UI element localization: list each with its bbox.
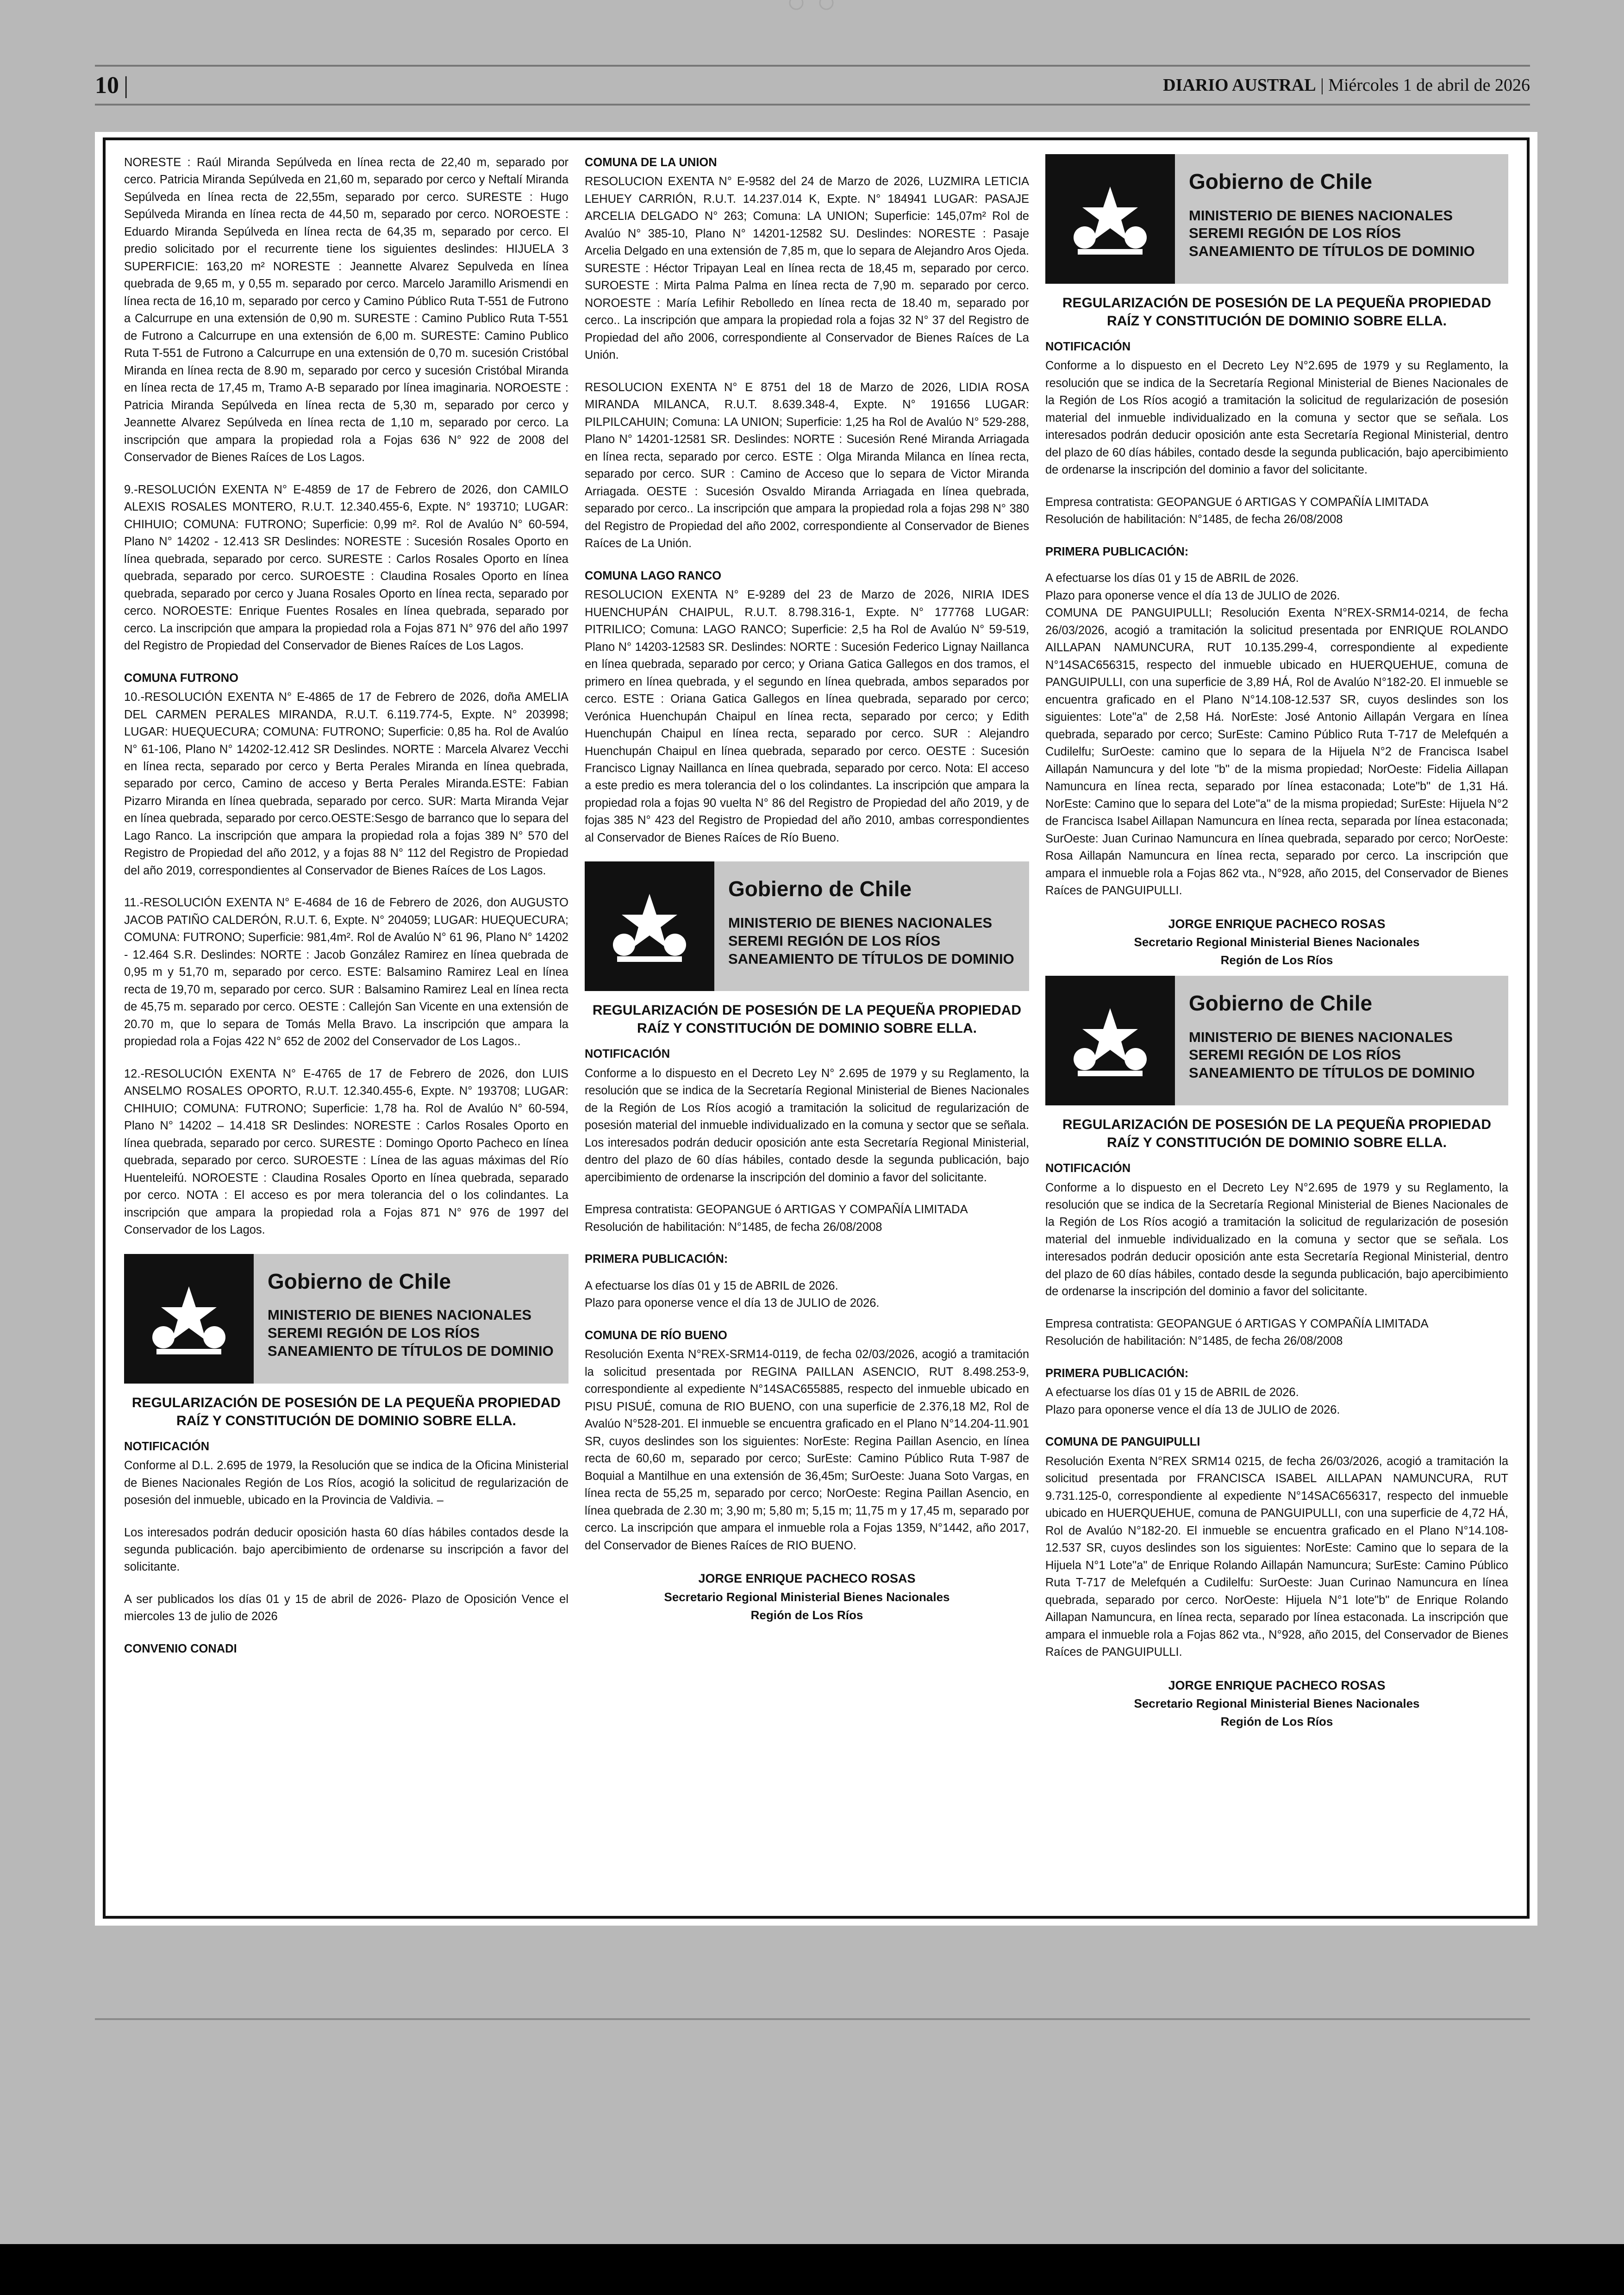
gov-ministry: MINISTERIO DE BIENES NACIONALES <box>728 915 993 931</box>
column-2 <box>585 154 1029 1902</box>
gov-banner <box>1045 976 1508 1105</box>
signer-region: Región de Los Ríos <box>750 1608 863 1622</box>
contractor: Empresa contratista: GEOPANGUE ó ARTIGAS Y COMPAÑÍA LIMITADA <box>1045 495 1429 509</box>
signer-region: Región de Los Ríos <box>1220 953 1333 967</box>
paragraph: 11.-RESOLUCIÓN EXENTA N° E-4684 de 16 de Febrero de 2026, don AUGUSTO JACOB PATIÑO CALDERÓN, R.U.T. 6, Expte. N° 204059; LUGAR: HUEQUECURA; COMUNA: FUTRONO; Superficie: 981,4m². Rol de Avalúo N° 61 96, Plano N° 14202 - 12.464 S.R. Deslindes: NORTE : Jacob González Ramirez en línea quebrada de 0,95 m y 51,70 m, separado por cerco. ESTE: Balsamino Ramirez Leal en línea recta de 19,70 m, separado por cerco. SUR : Balsamino Ramirez Leal en línea recta de 45,75 m. separado por cerco. OESTE : Callejón San Vicente en una extensión de 20.70 m, que lo separa de Tomás Mella Bravo. La inscripción que ampara la propiedad rola a Fojas 422 N° 652 de 2002 del Conservador de Los Lagos.. <box>124 896 568 1048</box>
gov-title: Gobierno de Chile <box>728 877 912 901</box>
opposition-deadline: Plazo para oponerse vence el día 13 de JULIO de 2026. <box>1045 589 1340 602</box>
paragraph: Los interesados podrán deducir oposición hasta 60 días hábiles contados desde la segunda publicación. bajo apercibimiento de ordenarse su inscripción a favor del solicitante. <box>124 1526 568 1574</box>
gov-program: SANEAMIENTO DE TÍTULOS DE DOMINIO <box>1189 1065 1475 1081</box>
signature-block <box>1045 915 1508 970</box>
notification-heading: NOTIFICACIÓN <box>1045 1162 1131 1175</box>
paragraph: RESOLUCION EXENTA N° E-9582 del 24 de Marzo de 2026, LUZMIRA LETICIA LEHUEY CARRIÓN, R.U.T. 14.237.014 K, Expte. N° 184941 LUGAR: PASAJE ARCELIA DELGADO N° 263; Comuna: LA UNION; Superficie: 145,07m² Rol de Avalúo N° 385-10, Plano N° 14201-12582 SU. Deslindes: NORESTE : Pasaje Arcelia Delgado en una extensión de 7,85 m, que lo separa de Alejandro Aros Ojeda. SURESTE : Héctor Tripayan Leal en línea recta de 18,45 m, separado por cerco. SUROESTE : Mirta Palma Palma en línea recta de 7,90 m. separado por cerco. NOROESTE : María Lefihir Rebolledo en línea recta de 18.40 m, separado por cerco.. La inscripción que ampara la propiedad rola a fojas 32 N° 37 del Registro de Propiedad del año 2006, correspondiente al Conservador de Bienes Raíces de La Unión. <box>585 175 1029 362</box>
signer-role: Secretario Regional Ministerial Bienes Nacionales <box>1134 1696 1420 1711</box>
newspaper-name: DIARIO AUSTRAL <box>1163 75 1316 95</box>
page-header <box>95 65 1530 106</box>
paragraph: COMUNA DE PANGUIPULLI; Resolución Exenta N°REX-SRM14-0214, de fecha 26/03/2026, acogió a tramitación la solicitud presentada por ENRIQUE ROLANDO AILLAPAN NAMUNCURA, RUT 10.135.299-4, correspondiente al expediente N°14SAC656315, respecto del inmueble ubicado en HUERQUEHUE, comuna de PANGUIPULLI, con una superficie de 3,89 HÁ, Rol de Avalúo N°182-20. El inmueble se encuentra graficado en el Plano N°14.108-12.537 SR, cuyos deslindes son los siguientes: Lote"a" de 2,58 Há. NorEste: José Antonio Aillapán Vergara en línea quebrada, separado por cerco; SurEste: Camino Público Ruta T-717 de Melefquén a Cudilelfu; SurOeste: camino que lo separa de la Hijuela N°2 de Francisca Isabel Aillapán Namuncura y del lote "b" de la misma propiedad; NorOeste: Fidelia Aillapan Namuncura en línea recta, separado por línea estaconada; Lote"b" de 1,31 Há. NorEste: Camino que lo separa del Lote"a" de la misma propiedad; SurEste: Hijuela N°2 de Francisca Isabel Aillapan Namuncura en línea recta, separada por línea estaconada; SurOeste: Juan Curinao Namuncura en línea quebrada, separado por cerco; NorOeste: Rosa Aillapán Namuncura en línea recta, separado por cerco. La inscripción que ampara el inmueble rola a Fojas 862 vta., N°928, año 2015, del Conservador de Bienes Raíces de PANGUIPULLI. <box>1045 606 1508 898</box>
contractor: Empresa contratista: GEOPANGUE ó ARTIGAS Y COMPAÑÍA LIMITADA <box>1045 1317 1429 1330</box>
regularization-title: REGULARIZACIÓN DE POSESIÓN DE LA PEQUEÑA PROPIEDAD RAÍZ Y CONSTITUCIÓN DE DOMINIO SOBRE ELLA. <box>131 1395 561 1428</box>
column-3 <box>1045 154 1508 1902</box>
gov-program: SANEAMIENTO DE TÍTULOS DE DOMINIO <box>728 950 1014 967</box>
signature-block <box>585 1569 1029 1624</box>
gov-program: SANEAMIENTO DE TÍTULOS DE DOMINIO <box>1189 243 1475 260</box>
chile-coat-of-arms-icon <box>1045 154 1175 284</box>
publication-dates: A efectuarse los días 01 y 15 de ABRIL de 2026. <box>1045 1386 1299 1399</box>
notification-heading: NOTIFICACIÓN <box>1045 340 1131 353</box>
publication-dates: A efectuarse los días 01 y 15 de ABRIL de 2026. <box>585 1279 838 1292</box>
paragraph: NORESTE : Raúl Miranda Sepúlveda en línea recta de 22,40 m, separado por cerco. Patricia Miranda Sepúlveda en 21,60 m, separado por cerco y Neftalí Miranda Sepúlveda en línea recta de 22,55m, separado por cerco. SURESTE : Hugo Sepúlveda Miranda en línea recta de 44,50 m, separado por cerco. NOROESTE : Eduardo Miranda Sepúlveda en línea recta de 64,35 m, separado por cerco. El predio solicitado por el recurrente tiene los siguientes deslindes: HIJUELA 3 SUPERFICIE: 163,20 m² NORESTE : Jeannette Alvarez Sepulveda en línea quebrada de 9,65 m, y 0,55 m. separado por cerco. Marcelo Jaramillo Arismendi en línea recta de 16,10 m, separado por cerco y Camino Público Ruta T-551 de Futrono a Calcurrupe en una extensión de 0,90 m. SURESTE : Camino Publico Ruta T-551 de Futrono a Calcurrupe en una extensión de 6,00 m. SURESTE: Camino Publico Ruta T-551 de Futrono a Calcurrupe en una extensión de 0,70 m. sucesión Cristóbal Miranda en línea recta de 8.90 m, separado por cerco y sucesión Cristóbal Miranda en línea recta de 17,45 m, Tramo A-B separado por línea imaginaria. NOROESTE : Patricia Miranda Sepúlveda en línea recta de 5,30 m, separado por cerco y Jeannette Alvarez Sepúlveda en línea recta de 1,10 m, separado por cerco. La inscripción que ampara la propiedad rola a Fojas 636 N° 922 de 2008 del Conservador de Bienes Raíces de Los Lagos. <box>124 156 568 464</box>
habilitation: Resolución de habilitación: N°1485, de fecha 26/08/2008 <box>585 1220 882 1234</box>
viewer-bottom-bar <box>0 2244 1624 2295</box>
gov-seremi: SEREMI REGIÓN DE LOS RÍOS <box>728 932 941 949</box>
first-publication-heading: PRIMERA PUBLICACIÓN: <box>1045 545 1189 558</box>
gov-title: Gobierno de Chile <box>268 1269 451 1293</box>
section-heading: COMUNA FUTRONO <box>124 671 238 685</box>
page-number: 10 | <box>95 72 129 99</box>
gov-title: Gobierno de Chile <box>1189 991 1373 1016</box>
publication-date: Miércoles 1 de abril de 2026 <box>1328 75 1530 95</box>
gov-ministry: MINISTERIO DE BIENES NACIONALES <box>268 1307 532 1323</box>
paragraph: 12.-RESOLUCIÓN EXENTA N° E-4765 de 17 de Febrero de 2026, don LUIS ANSELMO ROSALES OPORTO, R.U.T. 12.340.455-6, Expte. N° 193708; LUGAR: CHIHUIO; COMUNA: FUTRONO; Superficie: 1,78 ha. Rol de Avalúo N° 60-594, Plano N° 14202 – 14.418 SR Deslindes: NORESTE : Carlos Rosales Oporto en línea quebrada, separado por cerco. SURESTE : Domingo Oporto Pacheco en línea quebrada, separado por cerco. SUROESTE : Línea de las aguas máximas del Río Huenteleifú. NOROESTE : Claudina Rosales Oporto en línea quebrada, separado por cerco. NOTA : El acceso es por mera tolerancia del o los colindantes. La inscripción que ampara la propiedad rola a Fojas 871 N° 976 de 1997 del Conservador de los Lagos. <box>124 1067 568 1237</box>
paragraph: 9.-RESOLUCIÓN EXENTA N° E-4859 de 17 de Febrero de 2026, don CAMILO ALEXIS ROSALES MONTERO, R.U.T. 12.340.455-6, Expte. N° 193710; LUGAR: CHIHUIO; COMUNA: FUTRONO; Superficie: 0,99 m². Rol de Avalúo N° 60-594, Plano N° 14202 - 12.413 SR Deslindes: NORESTE : Sucesión Rosales Oporto en línea quebrada, separado por cerco. SURESTE : Carlos Rosales Oporto en línea quebrada, separado por cerco. SUROESTE : Claudina Rosales Oporto en línea quebrada, separado por cerco y Juana Rosales Oporto en línea recta, separado por cerco. NOROESTE: Enrique Fuentes Rosales en línea quebrada, separado por cerco. La inscripción que ampara la propiedad rola a Fojas 871 N° 976 del año 1997 del Registro de Propiedad del Conservador de Bienes Raíces de Los Lagos. <box>124 483 568 653</box>
first-publication-heading: PRIMERA PUBLICACIÓN: <box>1045 1366 1189 1380</box>
signer-name: JORGE ENRIQUE PACHECO ROSAS <box>1168 917 1386 931</box>
gov-banner <box>1045 154 1508 284</box>
regularization-title: REGULARIZACIÓN DE POSESIÓN DE LA PEQUEÑA PROPIEDAD RAÍZ Y CONSTITUCIÓN DE DOMINIO SOBRE ELLA. <box>592 1003 1022 1036</box>
opposition-deadline: Plazo para oponerse vence el día 13 de JULIO de 2026. <box>1045 1403 1340 1416</box>
gov-seremi: SEREMI REGIÓN DE LOS RÍOS <box>268 1324 480 1341</box>
paragraph: RESOLUCION EXENTA N° E-9289 del 23 de Marzo de 2026, NIRIA IDES HUENCHUPÁN CHAIPUL, R.U.T. 8.798.316-1, Expte. N° 177768 LUGAR: PITRILICO; Comuna: LAGO RANCO; Superficie: 2,5 ha Rol de Avalúo N° 59-519, Plano N° 14203-12583 SR. Deslindes: NORTE : Sucesión Federico Lignay Naillanca en línea quebrada, separado por cerco; y Oriana Gatica Gallegos en dos tramos, el primero en línea quebrada, y el segundo en línea quebrada, ambos separados por cerco. ESTE : Oriana Gatica Gallegos en línea quebrada, separado por cerco; Verónica Huenchupán Chaipul en línea recta, separado por cerco; y Edith Huenchupán Chaipul en línea recta, separado por cerco. SUR : Alejandro Huenchupán Chaipul en línea quebrada, separado por cerco. OESTE : Sucesión Francisco Lignay Naillanca en línea quebrada, separado por cerco. Nota: El acceso a este predio es mera tolerancia del o los colindantes. La inscripción que ampara la propiedad rola a fojas 90 vuelta N° 86 del Registro de Propiedad del año 2019, y de fojas 385 N° 423 del Registro de Propiedad del año 2010, ambas correspondientes al Conservador de Bienes Raíces de Río Bueno. <box>585 588 1029 844</box>
gov-seremi: SEREMI REGIÓN DE LOS RÍOS <box>1189 225 1401 242</box>
signer-name: JORGE ENRIQUE PACHECO ROSAS <box>1168 1678 1386 1692</box>
page-meta: DIARIO AUSTRAL | Miércoles 1 de abril de 2026 <box>1163 75 1530 95</box>
habilitation: Resolución de habilitación: N°1485, de fecha 26/08/2008 <box>1045 1335 1343 1348</box>
chile-coat-of-arms-icon <box>585 861 714 991</box>
paragraph: A ser publicados los días 01 y 15 de abril de 2026- Plazo de Oposición Vence el miercoles 13 de julio de 2026 <box>124 1592 568 1623</box>
publication-dates: A efectuarse los días 01 y 15 de ABRIL de 2026. <box>1045 572 1299 585</box>
convenio-heading: CONVENIO CONADI <box>124 1642 237 1655</box>
page-nav-dots <box>782 0 843 14</box>
paragraph: Conforme a lo dispuesto en el Decreto Ley N°2.695 de 1979 y su Reglamento, la resolución que se indica de la Secretaría Regional Ministerial de Bienes Nacionales de la Región de Los Ríos acogió a tramitación la solicitud de regularización de posesión material del inmueble individualizado en la comuna y sector que se señala. Los interesados podrán deducir oposición ante esta Secretaría Regional Ministerial, dentro del plazo de 60 días hábiles, contado desde la segunda publicación, bajo apercibimiento de ordenarse la inscripción del dominio a favor del solicitante. <box>1045 1181 1508 1298</box>
paragraph: Conforme a lo dispuesto en el Decreto Ley N° 2.695 de 1979 y su Reglamento, la resolución que se indica de la Secretaría Regional Ministerial de Bienes Nacionales de la Región de Los Ríos acogió a tramitación la solicitud de regularización de posesión material del inmueble individualizado en la comuna y sector que se señala. Los interesados podrán deducir oposición ante esta Secretaría Regional Ministerial, dentro del plazo de 60 días hábiles, contado desde la segunda publicación, bajo apercibimiento de ordenarse la inscripción del dominio a favor del solicitante. <box>585 1066 1029 1184</box>
gov-program: SANEAMIENTO DE TÍTULOS DE DOMINIO <box>268 1342 554 1359</box>
newspaper-sheet <box>95 132 1537 1926</box>
signer-name: JORGE ENRIQUE PACHECO ROSAS <box>698 1572 916 1585</box>
signer-role: Secretario Regional Ministerial Bienes Nacionales <box>664 1590 950 1604</box>
regularization-title: REGULARIZACIÓN DE POSESIÓN DE LA PEQUEÑA PROPIEDAD RAÍZ Y CONSTITUCIÓN DE DOMINIO SOBRE ELLA. <box>1062 1117 1492 1151</box>
chile-coat-of-arms-icon <box>1045 976 1175 1105</box>
first-publication-heading: PRIMERA PUBLICACIÓN: <box>585 1253 728 1266</box>
section-heading: COMUNA DE LA UNION <box>585 156 717 169</box>
opposition-deadline: Plazo para oponerse vence el día 13 de JULIO de 2026. <box>585 1297 880 1310</box>
gov-seremi: SEREMI REGIÓN DE LOS RÍOS <box>1189 1047 1401 1063</box>
column-1 <box>124 154 568 1902</box>
signature-block <box>1045 1676 1508 1731</box>
section-heading: COMUNA LAGO RANCO <box>585 569 722 582</box>
gov-banner <box>124 1254 568 1384</box>
notification-heading: NOTIFICACIÓN <box>585 1048 670 1061</box>
gov-banner <box>585 861 1029 991</box>
paragraph: Conforme a lo dispuesto en el Decreto Ley N°2.695 de 1979 y su Reglamento, la resolución que se indica de la Secretaría Regional Ministerial de Bienes Nacionales de la Región de Los Ríos acogió a tramitación la solicitud de regularización de posesión material del inmueble individualizado en la comuna y sector que se señala. Los interesados podrán deducir oposición ante esta Secretaría Regional Ministerial, dentro del plazo de 60 días hábiles, contado desde la segunda publicación, bajo apercibimiento de ordenarse la inscripción del dominio a favor del solicitante. <box>1045 359 1508 477</box>
paragraph: Resolución Exenta N°REX-SRM14-0119, de fecha 02/03/2026, acogió a tramitación la solicitud presentada por REGINA PAILLAN ASENCIO, RUT 8.498.253-9, correspondiente al expediente N°14SAC655885, respecto del inmueble ubicado en PISU PISUÉ, comuna de RIO BUENO, con una superficie de 2.376,18 M2, Rol de Avalúo N°528-201. El inmueble se encuentra graficado en el Plano N°14.204-11.901 SR, cuyos deslindes son los siguientes: NorEste: Regina Paillan Asencio, en línea recta de 60,60 m, separado por cerco; SurEste: Camino Público Ruta T-987 de Boquial a Mantilhue en una extensión de 36,45m; SurOeste: Juana Soto Vargas, en línea recta de 55,25 m, separado por cerco; NorOeste: Regina Paillan Asencio, en línea quebrada de 2.30 m; 3,90 m; 5,80 m; 5,15 m; 11,75 m y 17,45 m, separado por cerco. La inscripción que ampara el inmueble rola a Fojas 1359, N°1442, año 2017, del Conservador de Bienes Raíces de RIO BUENO. <box>585 1348 1029 1552</box>
chile-coat-of-arms-icon <box>124 1254 254 1384</box>
contractor: Empresa contratista: GEOPANGUE ó ARTIGAS Y COMPAÑÍA LIMITADA <box>585 1203 968 1216</box>
regularization-title: REGULARIZACIÓN DE POSESIÓN DE LA PEQUEÑA PROPIEDAD RAÍZ Y CONSTITUCIÓN DE DOMINIO SOBRE ELLA. <box>1062 295 1492 329</box>
paragraph: Conforme al D.L. 2.695 de 1979, la Resolución que se indica de la Oficina Ministerial de Bienes Nacionales Región de Los Ríos, acogió la solicitud de regularización de posesión del inmueble, ubicado en la Provincia de Valdivia. – <box>124 1459 568 1507</box>
gov-title: Gobierno de Chile <box>1189 169 1373 193</box>
gov-ministry: MINISTERIO DE BIENES NACIONALES <box>1189 1029 1453 1045</box>
signer-role: Secretario Regional Ministerial Bienes Nacionales <box>1134 935 1420 949</box>
footer-rule <box>95 2018 1530 2020</box>
notice-frame <box>103 137 1530 1919</box>
notification-heading: NOTIFICACIÓN <box>124 1440 210 1453</box>
habilitation: Resolución de habilitación: N°1485, de fecha 26/08/2008 <box>1045 513 1343 526</box>
section-heading: COMUNA DE PANGUIPULLI <box>1045 1435 1200 1449</box>
section-heading: COMUNA DE RÍO BUENO <box>585 1328 727 1342</box>
paragraph: Resolución Exenta N°REX SRM14 0215, de fecha 26/03/2026, acogió a tramitación la solicitud presentada por FRANCISCA ISABEL AILLAPAN NAMUNCURA, RUT 9.731.125-0, correspondiente al expediente N°14SAC656317, respecto del inmueble ubicado en HUERQUEHUE, comuna de PANGUIPULLI, con una superficie de 4,72 HÁ, Rol de Avalúo N°182-20. El inmueble se encuentra graficado en el Plano N°14.108-12.537 SR, cuyos deslindes son los siguientes: NorEste: Camino que lo separa de la Hijuela N°1 Lote"a" de Enrique Rolando Aillapán Namuncura; SurEste: Camino Público Ruta T-717 de Melefquén a Cudilelfu: SurOeste: Juan Curinao Namuncura en línea quebrada, separado por cerco. NorOeste: Hijuela N°1 lote"b" de Enrique Rolando Aillapan Namuncura, en línea recta, separado por línea estaconada. La inscripción que ampara el inmueble rola a Fojas 862 vta., N°928, año 2015, del Conservador de Bienes Raíces de PANGUIPULLI. <box>1045 1454 1508 1659</box>
signer-region: Región de Los Ríos <box>1220 1715 1333 1729</box>
paragraph: 10.-RESOLUCIÓN EXENTA N° E-4865 de 17 de Febrero de 2026, doña AMELIA DEL CARMEN PERALES MIRANDA, R.U.T. 6.119.774-5, Expte. N° 203998; LUGAR: HUEQUECURA; COMUNA: FUTRONO; Superficie: 0,85 ha. Rol de Avalúo N° 61-106, Plano N° 14202-12.412 SR Deslindes. NORTE : Marcela Alvarez Vecchi en línea recta, separado por cerco y Berta Perales Miranda en línea quebrada, separado por cerco, Camino de acceso y Berta Perales Miranda.ESTE: Fabian Pizarro Miranda en línea quebrada, separado por cerco. SUR: Marta Miranda Vejar en línea quebrada, separado por cerco.OESTE:Sesgo de barranco que lo separa del Lago Ranco. La inscripción que ampara la propiedad rola a fojas 389 N° 570 del Registro de Propiedad del año 2012, y a fojas 88 N° 112 del Registro de Propiedad del año 2019, correspondientes al Conservador de Bienes Raíces de Los Lagos. <box>124 691 568 877</box>
gov-ministry: MINISTERIO DE BIENES NACIONALES <box>1189 207 1453 224</box>
paragraph: RESOLUCION EXENTA N° E 8751 del 18 de Marzo de 2026, LIDIA ROSA MIRANDA MILANCA, R.U.T. 8.639.348-4, Expte. N° 191656 LUGAR: PILPILCAHUIN; Comuna: LA UNION; Superficie: 1,25 ha Rol de Avalúo N° 529-288, Plano N° 14201-12581 SR. Deslindes: NORTE : Sucesión René Miranda Arriagada en línea recta, separado por cerco. ESTE : Olga Miranda Milanca en línea recta, separado por cerco. SUR : Camino de Acceso que lo separa de Victor Miranda Arriagada. OESTE : Sucesión Osvaldo Miranda Arriagada en línea quebrada, separado por cerco.. La inscripción que ampara la propiedad rola a fojas 298 N° 380 del Registro de Propiedad del año 2002, correspondiente al Conservador de Bienes Raíces de La Unión. <box>585 380 1029 550</box>
